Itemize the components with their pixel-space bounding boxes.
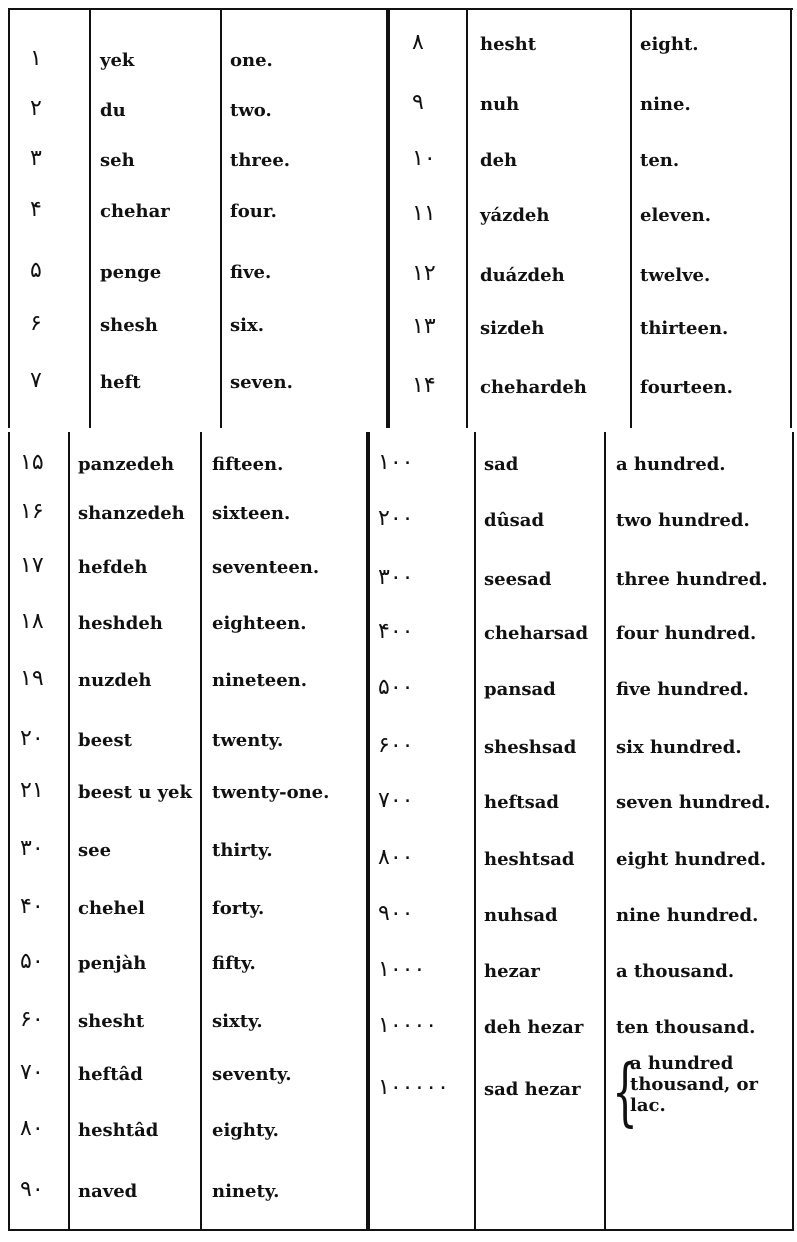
persian-word: panzedeh bbox=[78, 454, 175, 475]
english-meaning: eighteen. bbox=[212, 613, 307, 634]
persian-word: deh hezar bbox=[484, 1017, 584, 1038]
persian-word: dûsad bbox=[484, 510, 545, 531]
english-meaning: eight. bbox=[640, 34, 699, 55]
numeral: ۵ bbox=[30, 258, 42, 283]
bottom-border bbox=[8, 1229, 794, 1231]
persian-word: hefdeh bbox=[78, 557, 148, 578]
english-meaning: a thousand. bbox=[616, 961, 735, 982]
numeral: ١٠٠ bbox=[378, 450, 414, 475]
english-meaning: eight hundred. bbox=[616, 849, 767, 870]
numeral: ۶ bbox=[30, 311, 42, 336]
persian-word: see bbox=[78, 840, 112, 861]
top-center-rule bbox=[386, 8, 390, 428]
numeral: ١٠٠٠ bbox=[378, 957, 426, 982]
curly-brace: { bbox=[612, 1049, 638, 1135]
persian-word: hesht bbox=[480, 34, 537, 55]
numeral: ١٠٠٠٠٠ bbox=[378, 1075, 449, 1100]
persian-word: chehardeh bbox=[480, 377, 587, 398]
english-meaning: ninety. bbox=[212, 1181, 280, 1202]
numeral: ٨٠ bbox=[20, 1116, 44, 1141]
numeral: ٨٠٠ bbox=[378, 845, 414, 870]
english-meaning: thirteen. bbox=[640, 318, 729, 339]
english-meaning: sixteen. bbox=[212, 503, 291, 524]
numeral: ۴ bbox=[30, 197, 42, 222]
numeral: ١٢ bbox=[412, 261, 436, 286]
english-meaning: nine hundred. bbox=[616, 905, 759, 926]
persian-word: seesad bbox=[484, 569, 552, 590]
numeral: ١۶ bbox=[20, 499, 44, 524]
persian-word: shesht bbox=[78, 1011, 145, 1032]
numeral: ٣٠٠ bbox=[378, 565, 414, 590]
english-meaning: seven hundred. bbox=[616, 792, 771, 813]
numeral: ١ bbox=[30, 46, 42, 71]
english-meaning: five hundred. bbox=[616, 679, 749, 700]
persian-word: shesh bbox=[100, 315, 158, 336]
persian-word: beest u yek bbox=[78, 782, 192, 803]
numeral: ٢١ bbox=[20, 778, 44, 803]
numeral: ١٧ bbox=[20, 553, 44, 578]
english-meaning: sixty. bbox=[212, 1011, 263, 1032]
persian-word: heshtâd bbox=[78, 1120, 159, 1141]
top-col-rule bbox=[790, 8, 792, 428]
numeral: ۵٠٠ bbox=[378, 675, 414, 700]
english-meaning: thirty. bbox=[212, 840, 273, 861]
english-meaning: five. bbox=[230, 262, 272, 283]
numeral: ٨ bbox=[412, 30, 424, 55]
english-meaning: a hundred thousand, or lac. bbox=[630, 1053, 758, 1116]
numeral: ٧٠ bbox=[20, 1060, 44, 1085]
numeral: ١٣ bbox=[412, 314, 436, 339]
persian-word: penjàh bbox=[78, 953, 147, 974]
english-meaning: two. bbox=[230, 100, 272, 121]
english-meaning: twelve. bbox=[640, 265, 711, 286]
persian-word: cheharsad bbox=[484, 623, 589, 644]
english-meaning: four. bbox=[230, 201, 277, 222]
numeral: ۶٠ bbox=[20, 1007, 44, 1032]
persian-word: chehar bbox=[100, 201, 170, 222]
numeral: ٧ bbox=[30, 368, 42, 393]
persian-word: sheshsad bbox=[484, 737, 577, 758]
persian-word: nuh bbox=[480, 94, 520, 115]
numeral: ٩ bbox=[412, 90, 424, 115]
persian-word: heshdeh bbox=[78, 613, 163, 634]
numeral: ٣٠ bbox=[20, 836, 44, 861]
numeral: ١٠ bbox=[412, 146, 436, 171]
bottom-col-rule bbox=[68, 432, 70, 1230]
persian-word: sizdeh bbox=[480, 318, 545, 339]
numeral: ٢ bbox=[30, 96, 42, 121]
english-meaning: a hundred. bbox=[616, 454, 726, 475]
numeral: ٢٠ bbox=[20, 726, 44, 751]
english-meaning: fifteen. bbox=[212, 454, 284, 475]
top-border bbox=[8, 8, 793, 10]
persian-word: pansad bbox=[484, 679, 556, 700]
top-col-rule bbox=[8, 8, 10, 428]
numeral: ٧٠٠ bbox=[378, 788, 414, 813]
bottom-center-rule bbox=[366, 432, 370, 1230]
bottom-col-rule bbox=[474, 432, 476, 1230]
english-meaning: six hundred. bbox=[616, 737, 742, 758]
persian-word: heshtsad bbox=[484, 849, 575, 870]
persian-word: naved bbox=[78, 1181, 138, 1202]
persian-word: chehel bbox=[78, 898, 145, 919]
english-meaning: six. bbox=[230, 315, 264, 336]
english-meaning: eighty. bbox=[212, 1120, 279, 1141]
numeral: ١٨ bbox=[20, 609, 44, 634]
english-meaning: twenty-one. bbox=[212, 782, 330, 803]
top-col-rule bbox=[466, 8, 468, 428]
persian-word: nuhsad bbox=[484, 905, 558, 926]
numeral: ۵٠ bbox=[20, 949, 44, 974]
numeral: ۴٠٠ bbox=[378, 619, 414, 644]
persian-word: yek bbox=[100, 50, 135, 71]
english-meaning: fourteen. bbox=[640, 377, 733, 398]
persian-word: nuzdeh bbox=[78, 670, 152, 691]
persian-word: du bbox=[100, 100, 126, 121]
english-meaning: seventy. bbox=[212, 1064, 292, 1085]
english-meaning: seventeen. bbox=[212, 557, 320, 578]
persian-word: penge bbox=[100, 262, 162, 283]
english-meaning: fifty. bbox=[212, 953, 256, 974]
english-meaning: eleven. bbox=[640, 205, 712, 226]
english-meaning: nineteen. bbox=[212, 670, 308, 691]
english-meaning: three. bbox=[230, 150, 291, 171]
english-meaning: ten. bbox=[640, 150, 680, 171]
numeral: ٩٠ bbox=[20, 1177, 44, 1202]
english-meaning: forty. bbox=[212, 898, 265, 919]
english-meaning: nine. bbox=[640, 94, 691, 115]
persian-word: sad hezar bbox=[484, 1079, 581, 1100]
persian-word: heft bbox=[100, 372, 141, 393]
english-meaning: four hundred. bbox=[616, 623, 757, 644]
english-meaning: seven. bbox=[230, 372, 293, 393]
numeral: ۴٠ bbox=[20, 894, 44, 919]
top-col-rule bbox=[630, 8, 632, 428]
numeral: ٩٠٠ bbox=[378, 901, 414, 926]
persian-word: heftâd bbox=[78, 1064, 143, 1085]
persian-word: seh bbox=[100, 150, 135, 171]
numeral: ١۵ bbox=[20, 450, 44, 475]
english-meaning: twenty. bbox=[212, 730, 284, 751]
persian-word: beest bbox=[78, 730, 132, 751]
persian-word: yázdeh bbox=[480, 205, 550, 226]
bottom-col-rule bbox=[8, 432, 10, 1230]
numeral: ١١ bbox=[412, 201, 436, 226]
persian-word: sad bbox=[484, 454, 519, 475]
numeral: ٣ bbox=[30, 146, 42, 171]
persian-word: heftsad bbox=[484, 792, 559, 813]
numeral: ٢٠٠ bbox=[378, 506, 414, 531]
numeral: ۶٠٠ bbox=[378, 733, 414, 758]
persian-word: duázdeh bbox=[480, 265, 565, 286]
numeral: ١٠٠٠٠ bbox=[378, 1013, 438, 1038]
english-meaning: one. bbox=[230, 50, 273, 71]
persian-word: deh bbox=[480, 150, 518, 171]
numeral: ١٩ bbox=[20, 666, 44, 691]
numeral: ١۴ bbox=[412, 373, 436, 398]
top-col-rule bbox=[89, 8, 91, 428]
english-meaning: three hundred. bbox=[616, 569, 768, 590]
english-meaning: two hundred. bbox=[616, 510, 750, 531]
persian-word: hezar bbox=[484, 961, 540, 982]
english-meaning: ten thousand. bbox=[616, 1017, 756, 1038]
bottom-col-rule bbox=[604, 432, 606, 1230]
persian-word: shanzedeh bbox=[78, 503, 185, 524]
top-col-rule bbox=[220, 8, 222, 428]
bottom-col-rule bbox=[200, 432, 202, 1230]
